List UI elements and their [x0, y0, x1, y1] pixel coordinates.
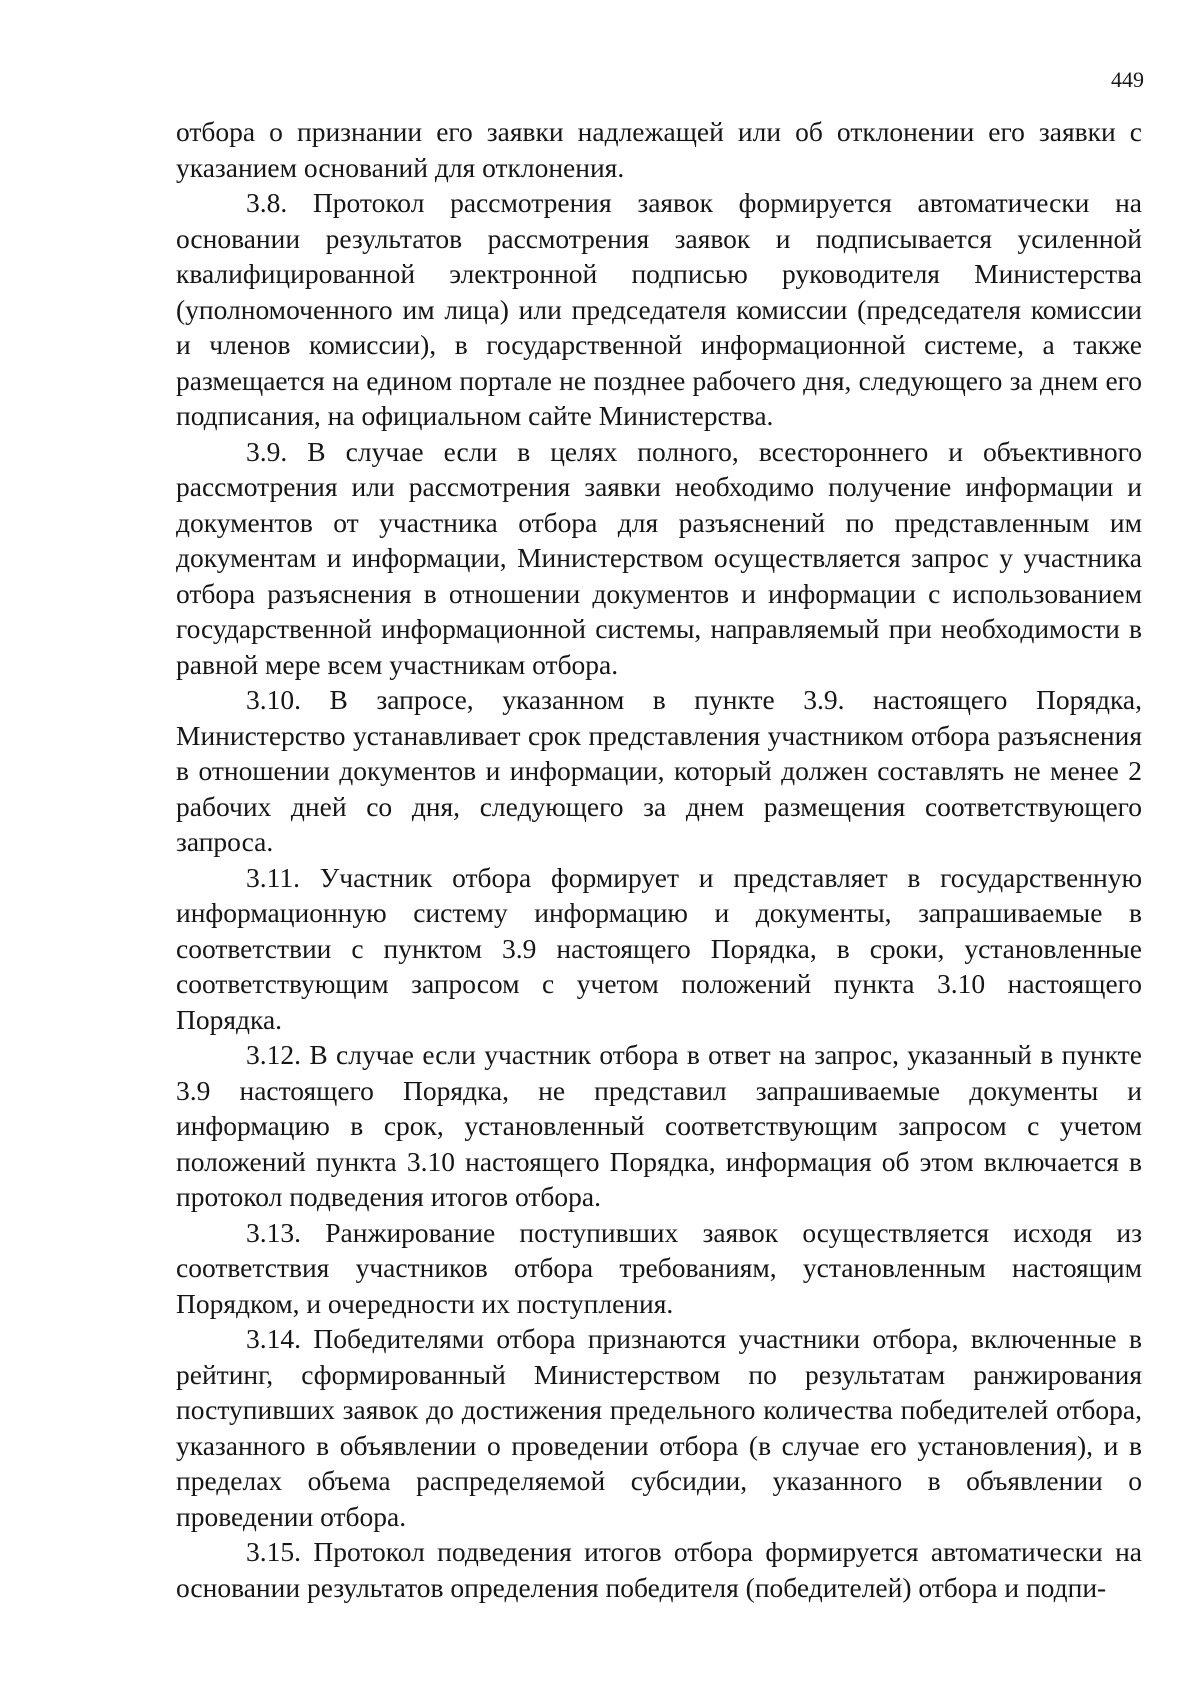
paragraph-3-11: 3.11. Участник отбора формирует и представляет в государственную информационную систему информацию и документы, запрашиваемые в соответствии с пунктом 3.9 настоящего Порядка, в сроки, установленные соответствующим запросом с учетом положений пункта 3.10 настоящего Порядка. — [176, 861, 1142, 1035]
paragraph-continuation: отбора о признании его заявки надлежащей или об отклонении его заявки с указанием оснований для отклонения. — [176, 116, 1142, 183]
page-number: 449 — [1111, 67, 1144, 92]
paragraph-3-8: 3.8. Протокол рассмотрения заявок формируется автоматически на основании результатов рассмотрения заявок и подписывается усиленной квалифицированной электронной подписью руководителя Министерства (уполномоченного им лица) или председателя комиссии (председателя комиссии и членов комиссии), в государственной информационной системе, а также размещается на едином портале не позднее рабочего дня, следующего за днем его подписания, на официальном сайте Министерства. — [176, 187, 1142, 431]
paragraph-3-13: 3.13. Ранжирование поступивших заявок осуществляется исходя из соответствия участников отбора требованиям, установленным настоящим Порядком, и очередности их поступления. — [176, 1216, 1142, 1319]
document-body — [176, 114, 1142, 1605]
paragraph-3-15: 3.15. Протокол подведения итогов отбора формируется автоматически на основании результатов определения победителя (победителей) отбора и подпи- — [176, 1536, 1142, 1603]
paragraph-3-9: 3.9. В случае если в целях полного, всестороннего и объективного рассмотрения или рассмотрения заявки необходимо получение информации и документов от участника отбора для разъяснений по представленным им документам и информации, Министерством осуществляется запрос у участника отбора разъяснения в отношении документов и информации с использованием государственной информационной системы, направляемый при необходимости в равной мере всем участникам отбора. — [176, 435, 1142, 680]
paragraph-3-10: 3.10. В запросе, указанном в пункте 3.9. настоящего Порядка, Министерство устанавливает срок представления участником отбора разъяснения в отношении документов и информации, который должен составлять не менее 2 рабочих дней со дня, следующего за днем размещения соответствующего запроса. — [176, 684, 1142, 857]
paragraph-3-14: 3.14. Победителями отбора признаются участники отбора, включенные в рейтинг, сформированный Министерством по результатам ранжирования поступивших заявок до достижения предельного количества победителей отбора, указанного в объявлении о проведении отбора (в случае его установления), и в пределах объема распределяемой субсидии, указанного в объявлении о проведении отбора. — [176, 1323, 1142, 1532]
paragraph-3-12: 3.12. В случае если участник отбора в ответ на запрос, указанный в пункте 3.9 настоящего Порядка, не представил запрашиваемые документы и информацию в срок, установленный соответствующим запросом с учетом положений пункта 3.10 настоящего Порядка, информация об этом включается в протокол подведения итогов отбора. — [176, 1039, 1142, 1212]
